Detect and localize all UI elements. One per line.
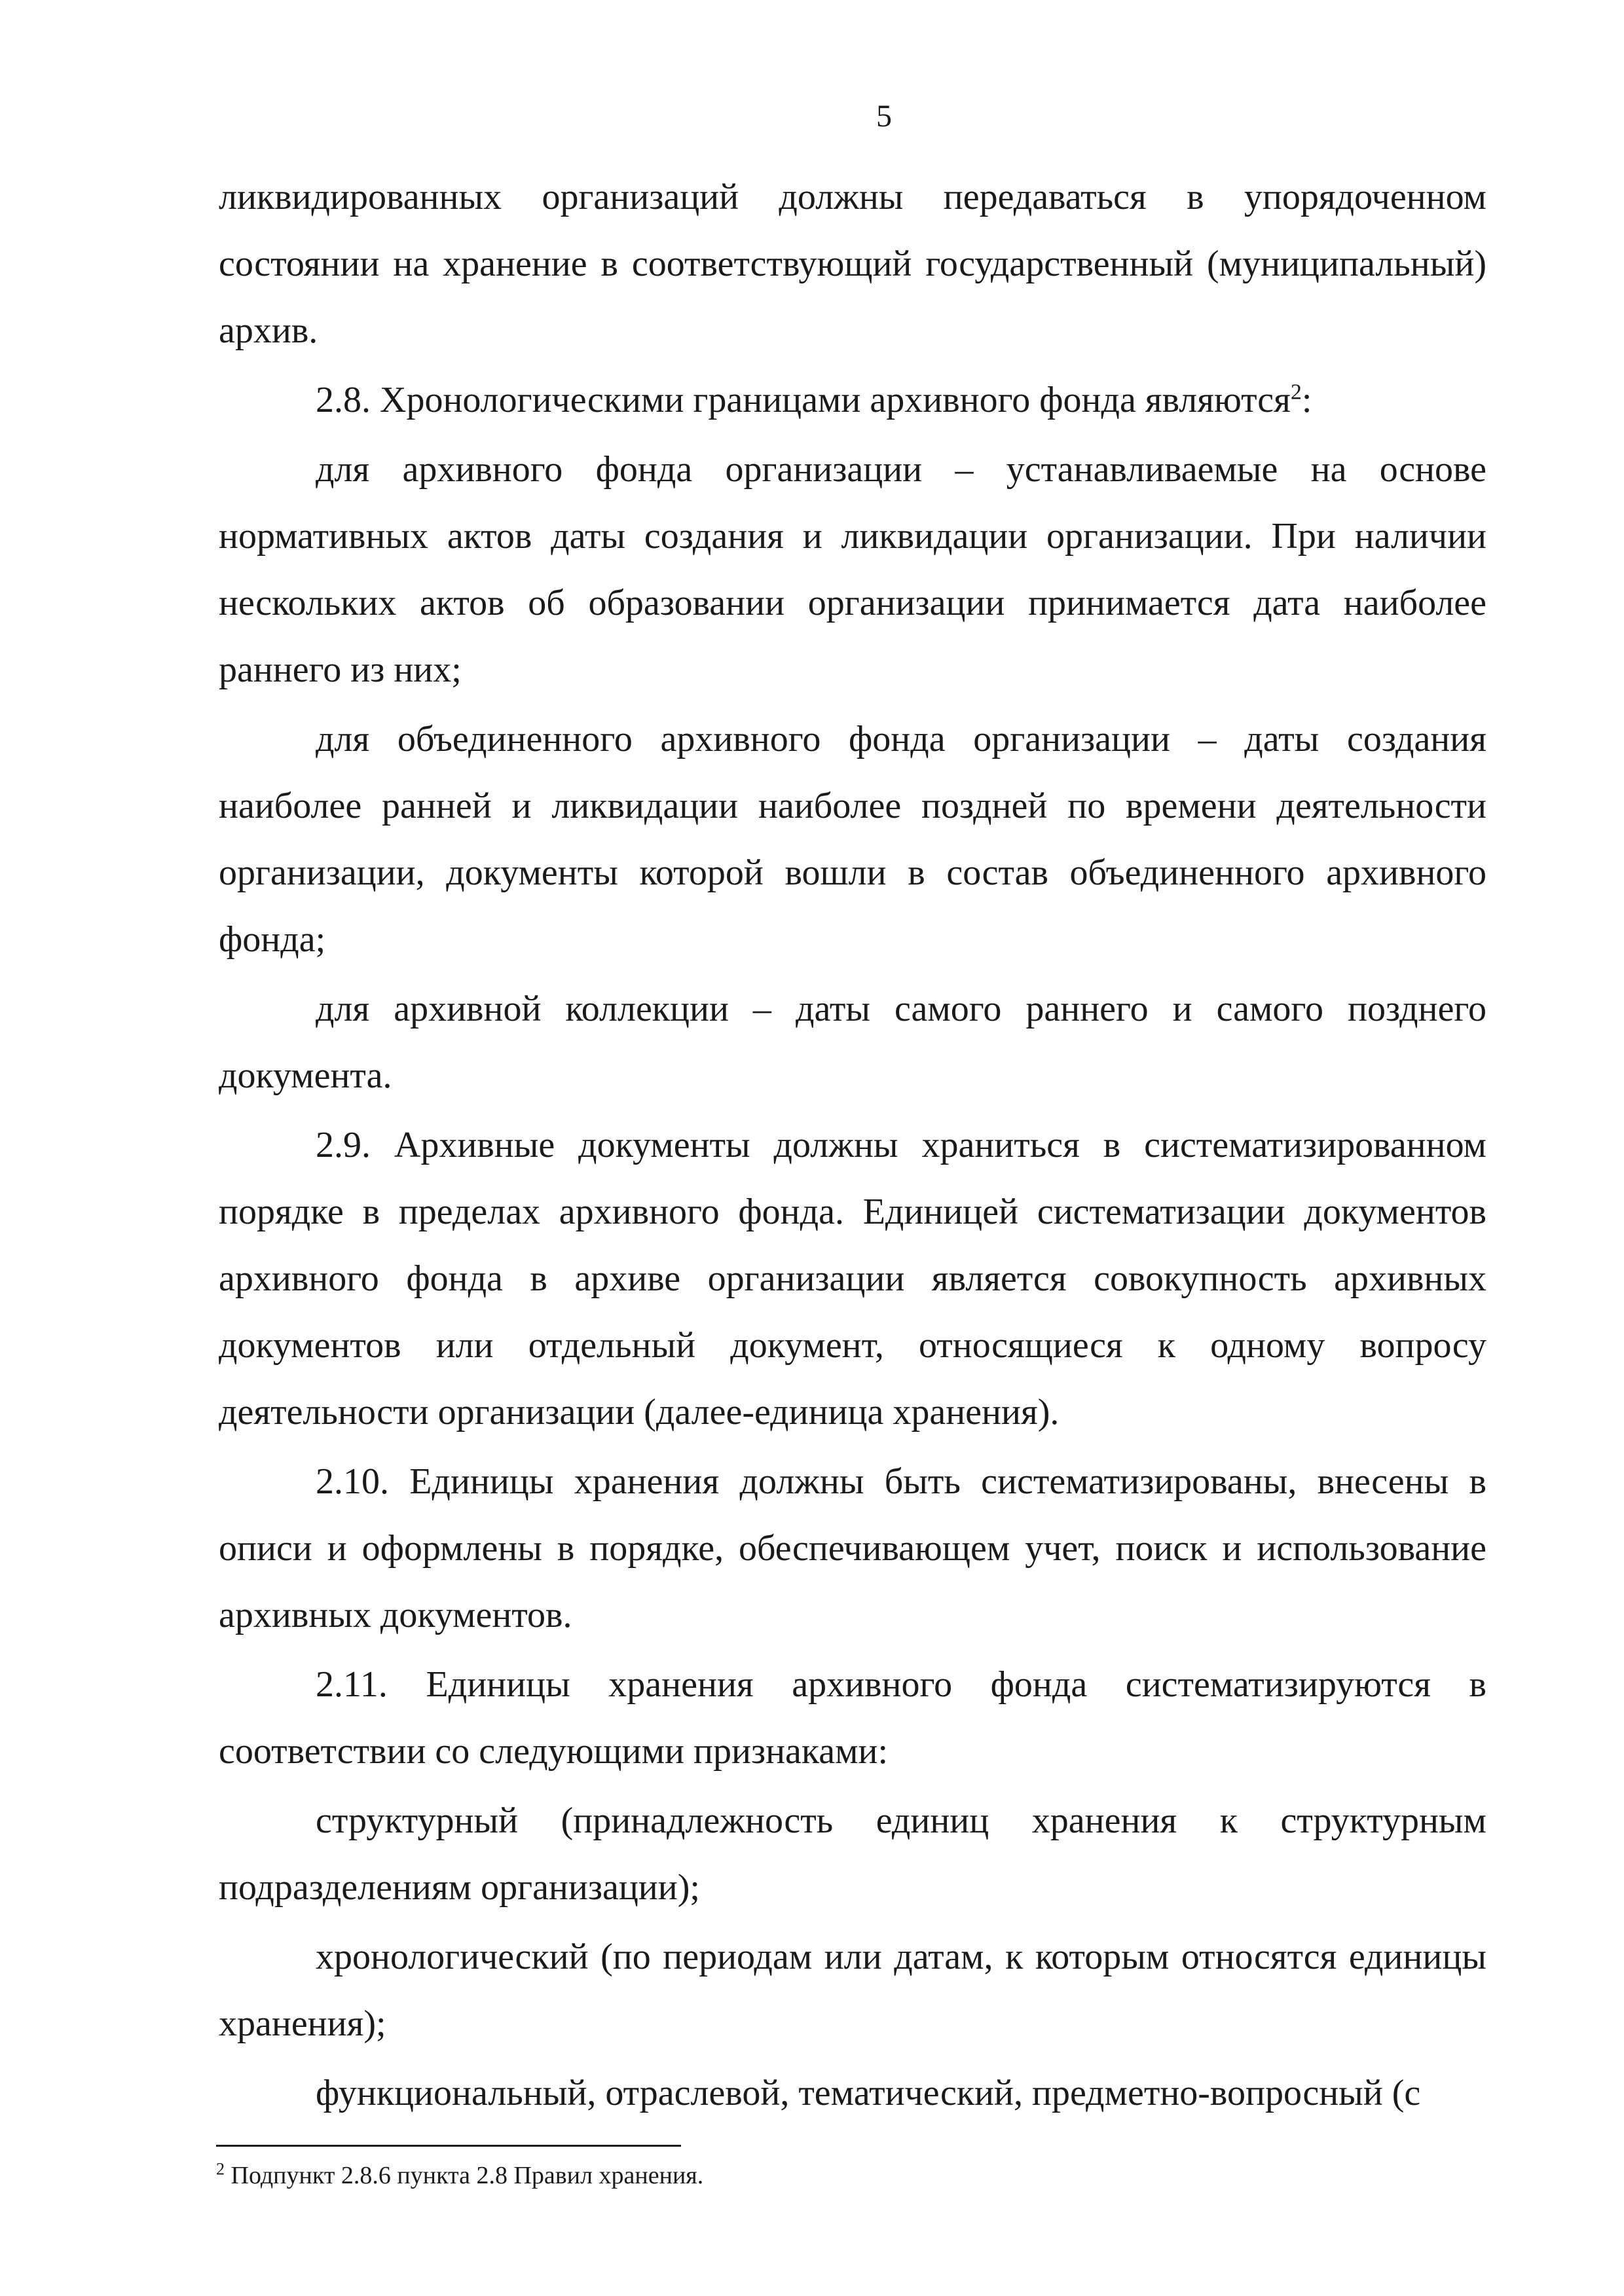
- footnote-marker: 2: [216, 2159, 225, 2179]
- paragraph: для объединенного архивного фонда организации – даты создания наиболее ранней и ликвидации наиболее поздней по времени деятельности организации, документы которой вошли в состав объединенного архивного фонда;: [219, 719, 1486, 960]
- footnote: [216, 2159, 1486, 2192]
- footnote-text: Подпункт 2.8.6 пункта 2.8 Правил хранения.: [225, 2162, 704, 2189]
- footnote-reference[interactable]: 2: [1290, 380, 1302, 405]
- list-item: функциональный, отраслевой, тематический, предметно-вопросный (с: [316, 2073, 1421, 2113]
- paragraph-2-8: 2.8. Хронологическими границами архивного фонда являются$^2$:: [316, 380, 1312, 420]
- paragraph-2-10: 2.10. Единицы хранения должны быть систематизированы, внесены в описи и оформлены в порядке, обеспечивающем учет, поиск и использование архивных документов.: [219, 1461, 1486, 1635]
- document-body: [219, 164, 1486, 2129]
- list-item: хронологический (по периодам или датам, к которым относятся единицы хранения);: [219, 1937, 1486, 2044]
- paragraph-2-9: 2.9. Архивные документы должны храниться в систематизированном порядке в пределах архивного фонда. Единицей систематизации документов архивного фонда в архиве организации является совокупность архивных документов или отдельный документ, относящиеся к одному вопросу деятельности организации (далее-единица хранения).: [219, 1125, 1486, 1432]
- page-number: 5: [876, 99, 892, 134]
- list-item: структурный (принадлежность единиц хранения к структурным подразделениям организации);: [219, 1800, 1486, 1908]
- footnote-separator: [216, 2145, 681, 2147]
- paragraph: для архивного фонда организации – устанавливаемые на основе нормативных актов даты создания и ликвидации организации. При наличии нескольких актов об образовании организации принимается дата наиболее раннего из них;: [219, 449, 1486, 690]
- paragraph: ликвидированных организаций должны передаваться в упорядоченном состоянии на хранение в соответствующий государственный (муниципальный) архив.: [219, 177, 1486, 351]
- paragraph-2-11: 2.11. Единицы хранения архивного фонда систематизируются в соответствии со следующими признаками:: [219, 1664, 1486, 1772]
- paragraph: для архивной коллекции – даты самого раннего и самого позднего документа.: [219, 989, 1486, 1096]
